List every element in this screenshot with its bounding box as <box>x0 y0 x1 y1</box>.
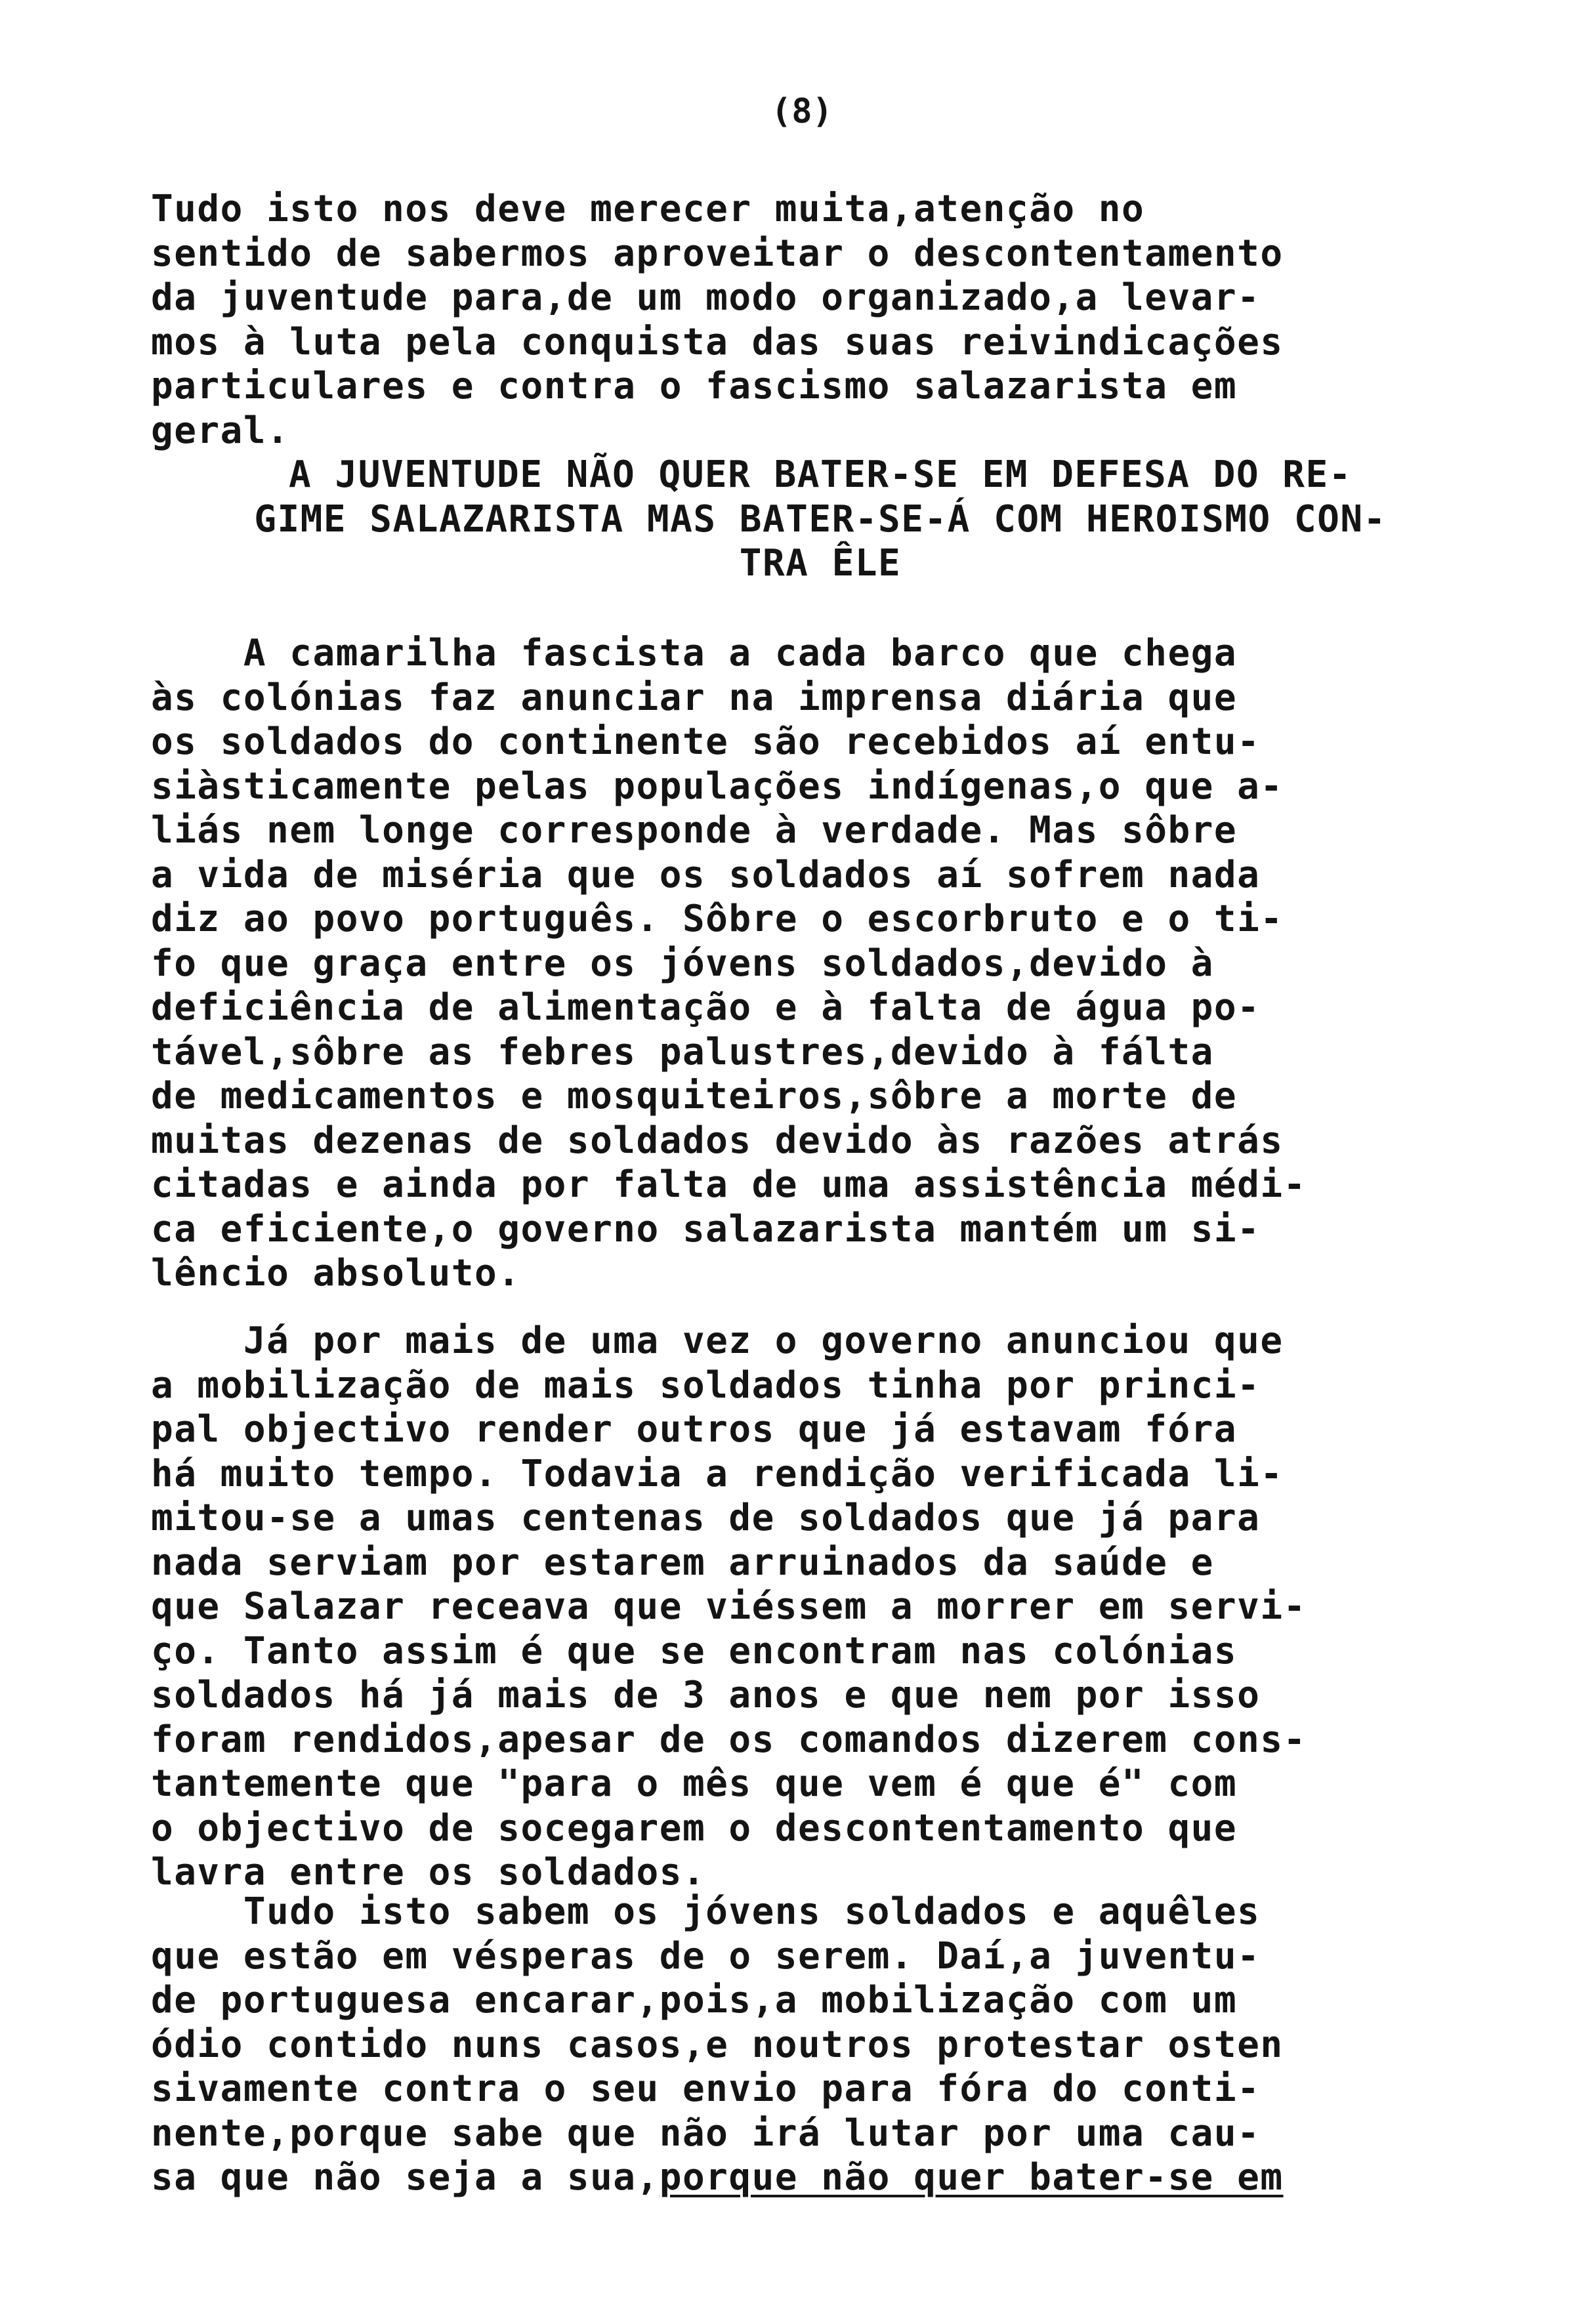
section-heading-line-1: A JUVENTUDE NÃO QUER BATER-SE EM DEFESA DO RE- <box>289 453 1352 496</box>
section-heading <box>151 453 1490 586</box>
paragraph-juventude-line: nente,porque sabe que não irá lutar por uma cau- <box>151 2111 1261 2155</box>
paragraph-juventude <box>151 1890 1490 2200</box>
paragraph-juventude-line: sivamente contra o seu envio para fóra do conti- <box>151 2067 1261 2110</box>
paragraph-camarilha: A camarilha fascista a cada barco que chega às colónias faz anunciar na imprensa diária que os soldados do continente são recebidos aí entu- siàsticamente pelas populações indígenas,o que a- liás nem longe corresponde à verdade. Mas sôbre a vida de miséria que os soldados aí sofrem nada diz ao povo português. Sôbre o escorbruto e o ti- fo que graça entre os jóvens soldados,devido à deficiência de alimentação e à falta de água po- tável,sôbre as febres palustres,devido à fálta de medicamentos e mosquiteiros,sôbre a morte de muitas dezenas de soldados devido às razões atrás citadas e ainda por falta de uma assistência médi- ca eficiente,o governo salazarista mantém um si- lêncio absoluto. <box>151 632 1307 1295</box>
section-heading-line-3: TRA ÊLE <box>739 542 902 585</box>
paragraph-juventude-line: ódio contido nuns casos,e noutros protestar osten <box>151 2023 1284 2066</box>
paragraph-juventude-line: de portuguesa encarar,pois,a mobilização com um <box>151 1979 1238 2022</box>
paragraph-mobilizacao: Já por mais de uma vez o governo anunciou que a mobilização de mais soldados tinha por princi- pal objectivo render outros que já estavam fóra há muito tempo. Todavia a rendição verificada li- mitou-se a umas centenas de soldados que já para nada serviam por estarem arruinados da saúde e que Salazar receava que viéssem a morrer em servi- ço. Tanto assim é que se encontram nas colónias soldados há já mais de 3 anos e que nem por isso foram rendidos,apesar de os comandos dizerem cons- tantemente que "para o mês que vem é que é" com o objectivo de socegarem o descontentamento que lavra entre os soldados. <box>151 1319 1307 1894</box>
paragraph-intro: Tudo isto nos deve merecer muita,atenção no sentido de sabermos aproveitar o descontentamento da juventude para,de um modo organizado,a levar- mos à luta pela conquista das suas reivindicações particulares e contra o fascismo salazarista em geral. <box>151 188 1284 452</box>
page-number: (8) <box>771 92 833 131</box>
paragraph-juventude-last-underlined: porque não quer bater-se em <box>659 2156 1284 2199</box>
paragraph-juventude-line: que estão em vésperas de o serem. Daí,a juventu- <box>151 1934 1261 1978</box>
section-heading-line-2: GIME SALAZARISTA MAS BATER-SE-Á COM HEROISMO CON- <box>254 497 1387 541</box>
paragraph-juventude-last-plain: sa que não seja a sua, <box>151 2156 660 2199</box>
paragraph-juventude-line: Tudo isto sabem os jóvens soldados e aquêles <box>151 1890 1261 1933</box>
